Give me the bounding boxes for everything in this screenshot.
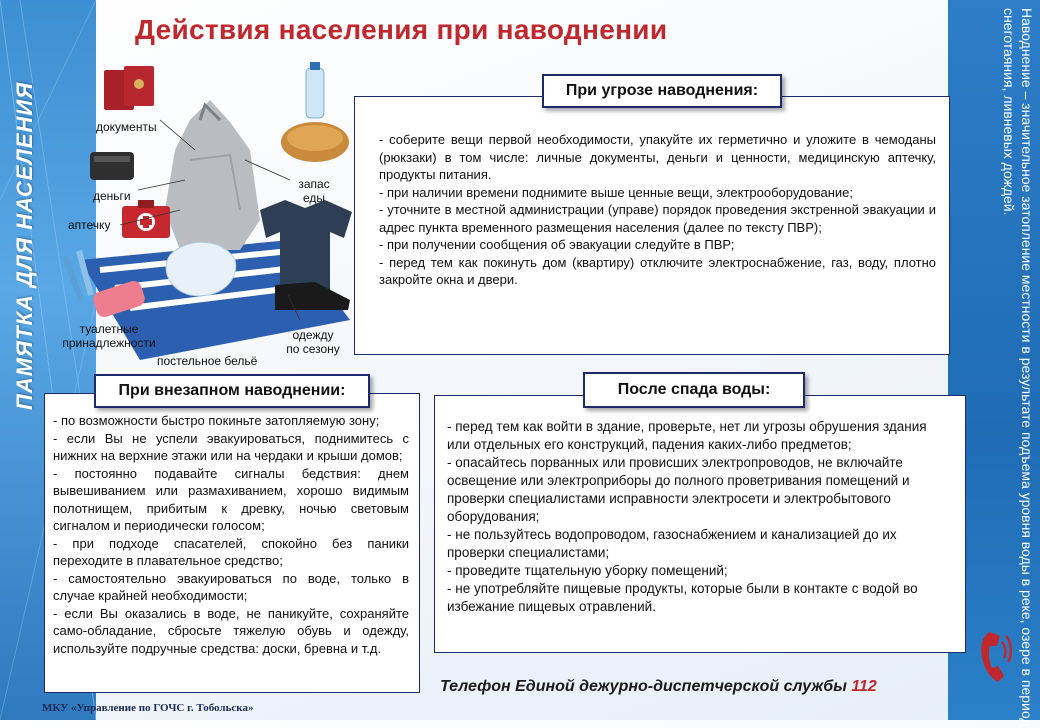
label-clothes-line2: по сезону — [286, 342, 340, 356]
sudden-list — [53, 412, 409, 657]
after-item: - перед тем как войти в здание, проверьте, нет ли угрозы обрушения здания или отдельных его конструкций, падения каких-либо предметов; — [447, 419, 927, 452]
wallet-icon — [90, 152, 134, 180]
after-box — [434, 395, 966, 653]
threat-box — [354, 96, 950, 355]
threat-item: - соберите вещи первой необходимости, упакуйте их герметично и уложите в чемоданы (рюкзаки) в том числе: личные документы, деньги и ценности, медицинскую аптечку, продукты питания. — [379, 132, 936, 182]
passport-icon — [104, 66, 154, 110]
after-item: - проведите тщательную уборку помещений; — [447, 563, 728, 578]
threat-item: - при получении сообщения об эвакуации следуйте в ПВР; — [379, 237, 735, 252]
sudden-item: - если Вы не успели эвакуироваться, поднимитесь с нижних на верхние этажи или на чердаки и крыши домов; — [53, 430, 409, 463]
emergency-phone-line — [440, 678, 877, 696]
toothbrush-icon — [62, 250, 94, 301]
bread-icon — [281, 122, 349, 162]
label-toiletries — [54, 322, 164, 350]
label-toiletries-line2: принадлежности — [62, 336, 156, 350]
threat-item: - уточните в местной администрации (управе) порядок проведения экстренной эвакуации и адрес пункта временного размещения населения (далее по тексту ПВР); — [379, 202, 936, 235]
footer-organization: МКУ «Управление по ГОЧС г. Тобольска» — [42, 702, 254, 714]
threat-item: - перед тем как покинуть дом (квартиру) отключите электроснабжение, газ, воду, плотно закройте окна и двери. — [379, 254, 936, 287]
sudden-box — [44, 393, 420, 693]
page-title: Действия населения при наводнении — [135, 14, 668, 45]
label-toiletries-line1: туалетные — [79, 322, 139, 336]
label-first-aid: аптечку — [68, 218, 111, 232]
after-item: - опасайтесь порванных или провисших электропроводов, не включайте освещение или электроприборы до полного проветривания помещений и проверки специалистами исправности электросети и электробытового оборудования; — [447, 455, 910, 524]
label-money: деньги — [93, 189, 131, 203]
sudden-item: - при подходе спасателей, спокойно без паники переходите в плавательное средство; — [53, 535, 409, 568]
label-food — [292, 177, 336, 205]
threat-item: - при наличии времени поднимите выше ценные вещи, электрооборудование; — [379, 184, 854, 200]
sudden-item: - по возможности быстро покиньте затопляемую зону; — [53, 413, 380, 428]
sudden-item: - если Вы оказались в воде, не паникуйте, сохраняйте само-обладание, сбросьте тяжелую обувь и одежду, используйте подручные средства: доски, бревна и т.д. — [53, 605, 409, 656]
sudden-item: - постоянно подавайте сигналы бедствия: днем вывешиванием или размахиванием, хорошо видимым полотнищем, прибитым к древку, ночью световым сигналом и периодически голосом; — [53, 465, 409, 533]
pillow-icon — [166, 242, 236, 296]
shoes-icon — [275, 282, 350, 310]
after-header: После спада воды: — [583, 372, 805, 408]
memo-label: ПАМЯТКА ДЛЯ НАСЕЛЕНИЯ — [12, 81, 37, 410]
phone-line-text: Телефон Единой дежурно-диспетчерской службы — [440, 678, 847, 695]
threat-header: При угрозе наводнения: — [542, 74, 782, 108]
after-list — [447, 418, 953, 616]
label-food-line1: запас — [298, 177, 330, 191]
emergency-kit-illustration — [60, 60, 360, 360]
label-documents: документы — [96, 120, 157, 134]
label-food-line2: еды — [302, 191, 326, 205]
sudden-item: - самостоятельно эвакуироваться по воде, только в случае крайней необходимости; — [53, 570, 409, 603]
sudden-header: При внезапном наводнении: — [94, 374, 370, 408]
label-bedding: постельное бельё — [157, 354, 258, 368]
water-bottle-icon — [306, 62, 324, 118]
after-item: - не пользуйтесь водопроводом, газоснабжением и канализацией до их проверки специалистами; — [447, 527, 897, 560]
bag-icon — [165, 100, 260, 250]
label-clothes — [280, 328, 346, 356]
phone-number: 112 — [851, 678, 877, 695]
label-clothes-line1: одежду — [292, 328, 334, 342]
phone-icon — [980, 630, 1014, 684]
flood-definition: Наводнение – значительное затопление местности в результате подъема уровня воды в реке, озере в период снеготаяния, ливневых дождей. — [1001, 8, 1035, 727]
threat-list — [379, 131, 936, 289]
first-aid-kit-icon — [122, 200, 170, 238]
after-item: - не употребляйте пищевые продукты, которые были в контакте с водой во избежание пищевых отравлений. — [447, 581, 918, 614]
